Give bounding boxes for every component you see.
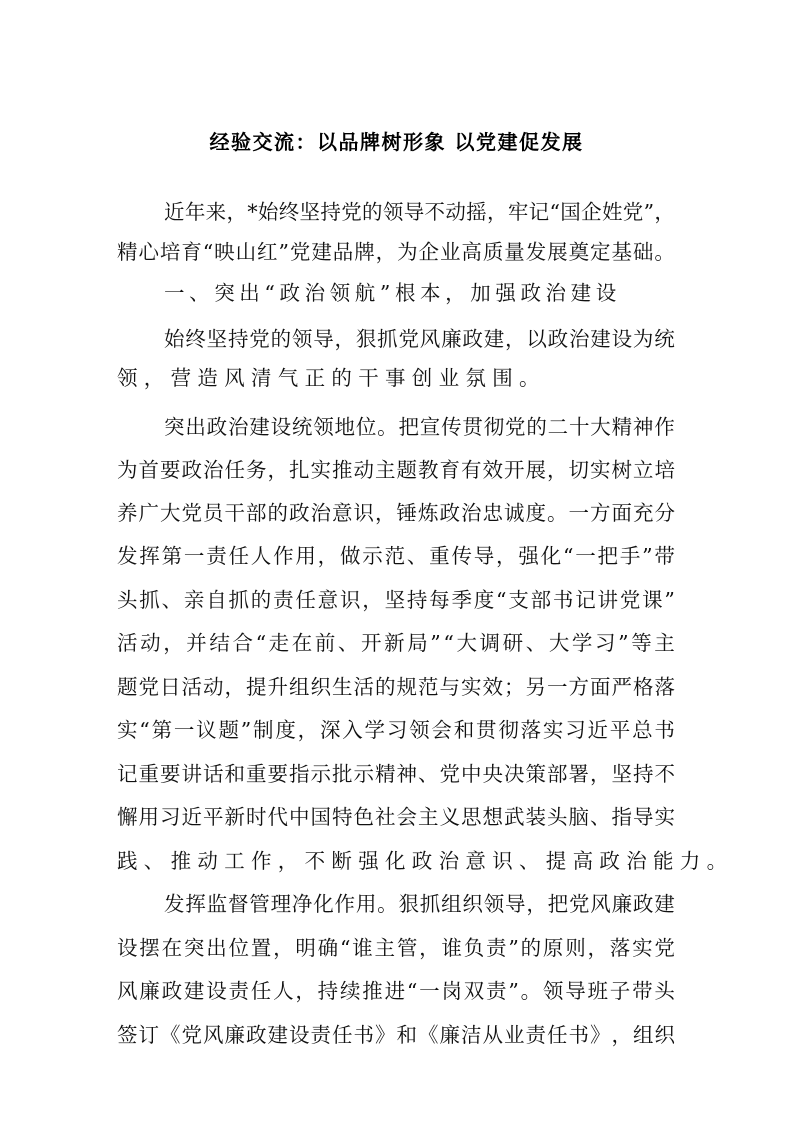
paragraph-line: 近 年 来 ， * 始 终 坚 持 党 的 领 导 不 动 摇 ， 牢 记 “ 国 企 姓 党 ” ， — [164, 200, 675, 224]
paragraph-line: 活 动 ， 并 结 合 “ 走 在 前 、 开 新 局 ” “ 大 调 研 、 大 学 习 ” 等 主 — [117, 631, 675, 655]
section-heading: 一、突出“政治领航”根本，加强政治建设 — [164, 281, 621, 305]
paragraph-line: 发 挥 第 一 责 任 人 作 用 ， 做 示 范 、 重 传 导 ， 强 化 “ 一 把 手 ” 带 — [117, 544, 675, 568]
paragraph-line: 记 重 要 讲 话 和 重 要 指 示 批 示 精 神 、 党 中 央 决 策 部 署 ， 坚 持 不 — [117, 762, 675, 786]
paragraph-line: 实 “ 第 一 议 题 ” 制 度 ， 深 入 学 习 领 会 和 贯 彻 落 实 习 近 平 总 书 — [117, 718, 675, 742]
paragraph-line: 头 抓 、 亲 自 抓 的 责 任 意 识 ， 坚 持 每 季 度 “ 支 部 书 记 讲 党 课 ” — [117, 588, 675, 612]
paragraph-line: 为 首 要 政 治 任 务 ， 扎 实 推 动 主 题 教 育 有 效 开 展 ， 切 实 树 立 培 — [117, 458, 675, 482]
paragraph-line: 发 挥 监 督 管 理 净 化 作 用 。 狠 抓 组 织 领 导 ， 把 党 风 廉 政 建 — [164, 892, 675, 916]
paragraph-line: 突 出 政 治 建 设 统 领 地 位 。 把 宣 传 贯 彻 党 的 二 十 大 精 神 作 — [164, 415, 675, 439]
paragraph-line: 设 摆 在 突 出 位 置 ， 明 确 “ 谁 主 管 ， 谁 负 责 ” 的 原 则 ， 落 实 党 — [117, 936, 675, 960]
paragraph-line: 践、推动工作，不断强化政治意识、提高政治能力。 — [117, 849, 734, 873]
paragraph-line: 领，营造风清气正的干事创业氛围。 — [117, 366, 546, 390]
paragraph-line: 养 广 大 党 员 干 部 的 政 治 意 识 ， 锤 炼 政 治 忠 诚 度 。 一 方 面 充 分 — [117, 501, 675, 525]
paragraph-line: 签 订 《 党 风 廉 政 建 设 责 任 书 》 和 《 廉 洁 从 业 责 任 书 》 ， 组 织 — [117, 1023, 675, 1047]
paragraph-line: 始 终 坚 持 党 的 领 导 ， 狠 抓 党 风 廉 政 建 ， 以 政 治 建 设 为 统 — [164, 327, 675, 351]
document-title: 经验交流：以品牌树形象 以党建促发展 — [209, 130, 584, 154]
paragraph-line: 风 廉 政 建 设 责 任 人 ， 持 续 推 进 “ 一 岗 双 责 ” 。 领 导 班 子 带 头 — [117, 979, 675, 1003]
paragraph-line: 懈 用 习 近 平 新 时 代 中 国 特 色 社 会 主 义 思 想 武 装 头 脑 、 指 导 实 — [117, 805, 675, 829]
paragraph-line: 题 党 日 活 动 ， 提 升 组 织 生 活 的 规 范 与 实 效 ； 另 一 方 面 严 格 落 — [117, 675, 675, 699]
paragraph-line: 精 心 培 育 “ 映 山 红 ” 党 建 品 牌 ， 为 企 业 高 质 量 发 展 奠 定 基 础 。 — [117, 240, 675, 264]
